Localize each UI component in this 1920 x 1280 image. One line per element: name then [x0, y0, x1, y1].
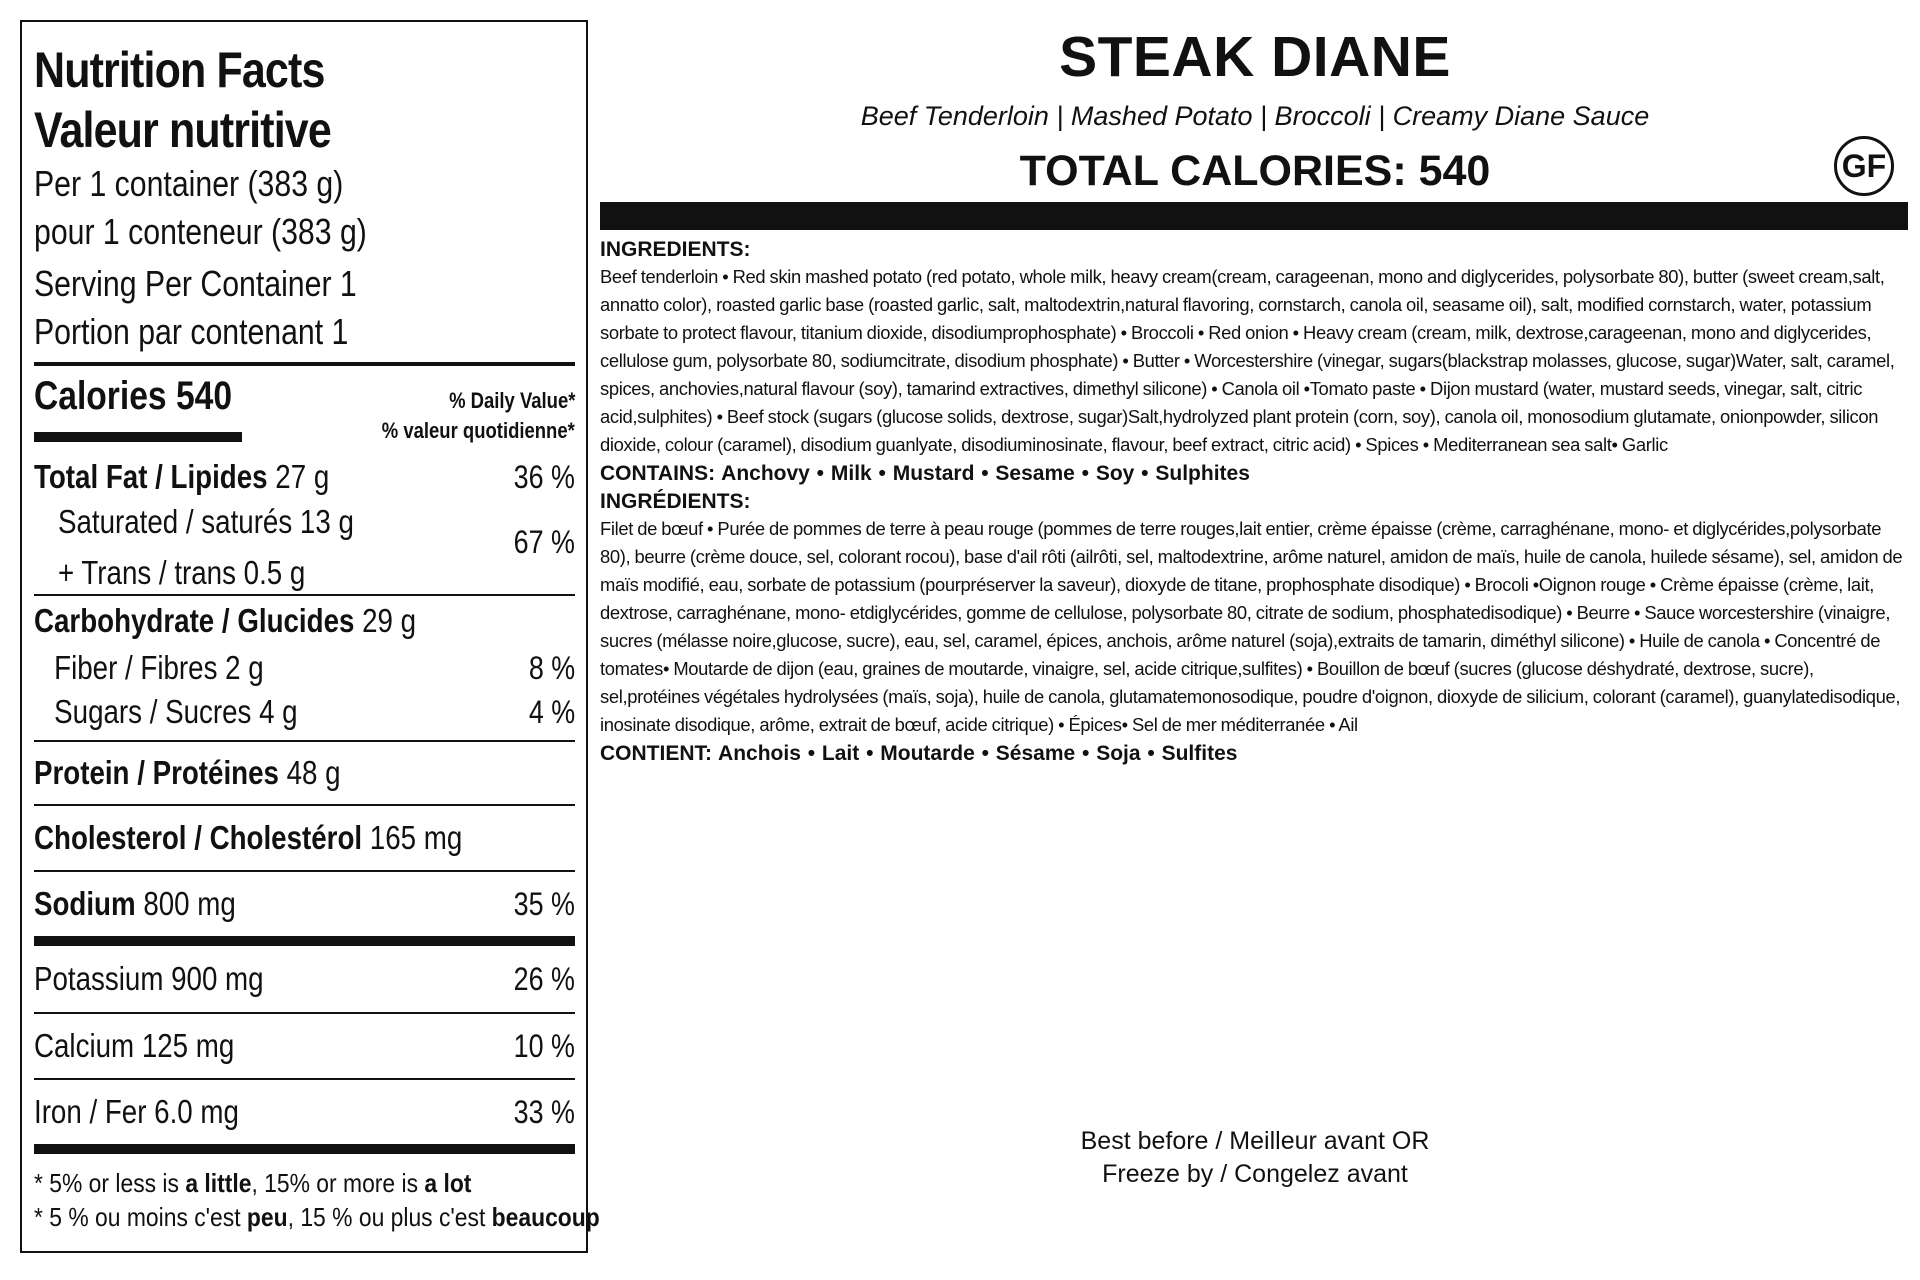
carb-amount: 29 g [362, 602, 417, 639]
potassium-pct: 26 % [513, 960, 575, 997]
protein-row [34, 742, 575, 804]
calcium-pct: 10 % [513, 1027, 575, 1064]
sugars-label: Sugars / Sucres 4 g [54, 693, 298, 730]
ingredients-heading-en: INGREDIENTS: [600, 238, 751, 261]
sodium-row [34, 872, 575, 936]
cholesterol-row [34, 806, 575, 870]
ingredients-text-fr: Filet de bœuf • Purée de pommes de terre à peau rouge (pommes de terre rouges,lait entier, crème épaisse (crème, carraghénane, mono- et diglycérides,polysorbate 80), beurre (crème douce, sel, colorant rocou), base d'ail rôti (ailrôti, sel, maltodextrine, arôme naturel, amidon de maïs, huile de canola, huilede sésame), sel, amidon de maïs modifié, eau, sorbate de potassium (pourpréserver la saveur), dioxyde de titane, prophosphate disodique) • Brocoli •Oignon rouge • Crème épaisse (crème, lait, dextrose, carraghénane, mono- etdiglycérides, gomme de cellulose, polysorbate 80, citrate de sodium, phosphatedisodique) • Beurre • Sauce worcestershire (vinaigre, sucres (mélasse noire,glucose, sucre), eau, sel, caramel, épices, anchois, arôme naturel (soja),extraits de tamarin, diméthyl silicone) • Huile de canola • Concentré de tomates• Moutarde de dijon (eau, graines de moutarde, vinaigre, sel, acide citrique,sulfites) • Bouillon de bœuf (sucres (glucose déshydraté, dextrose, sucre), sel,protéines végétales hydrolysées (maïs, soja), huile de canola, glutamatemonosodique, poudre d'oignon, dioxyde de silicium, colorant (caramel), guanylatedisodique, inosinate disodique, arôme, extrait de bœuf, acide citrique) • Épices• Sel de mer méditerranée • Ail [600, 518, 1903, 735]
sat-trans-pct: 67 % [513, 524, 575, 560]
divider-thick [34, 936, 575, 946]
trans-label: + Trans / trans 0.5 g [58, 554, 306, 591]
sugars-pct: 4 % [528, 693, 575, 730]
best-before-line1: Best before / Meilleur avant OR [1080, 1127, 1430, 1155]
fat-row [34, 454, 575, 500]
fat-label: Total Fat / Lipides [34, 458, 268, 495]
serving-fr: Portion par contenant 1 [34, 311, 349, 352]
allergens-en: CONTAINS: Anchovy • Milk • Mustard • Sesame • Soy • Sulphites [600, 462, 1250, 485]
daily-value-fr: % valeur quotidienne* [381, 418, 575, 443]
sodium-pct: 35 % [513, 885, 575, 922]
saturated-label: Saturated / saturés 13 g [58, 503, 354, 540]
gluten-free-badge: GF [1834, 136, 1894, 196]
fiber-pct: 8 % [528, 649, 575, 686]
footnote-fr: * 5 % ou moins c'est peu, 15 % ou plus c'est beaucoup [34, 1202, 600, 1232]
allergens-fr: CONTIENT: Anchois • Lait • Moutarde • Sésame • Soja • Sulfites [600, 742, 1238, 765]
nutrition-title-en: Nutrition Facts [34, 42, 325, 98]
product-info [600, 20, 1910, 1188]
fat-amount: 27 g [275, 458, 330, 495]
per-container-fr: pour 1 conteneur (383 g) [34, 211, 367, 252]
best-before-line2: Freeze by / Congelez avant [1102, 1160, 1408, 1188]
iron-label: Iron / Fer 6.0 mg [34, 1093, 239, 1130]
total-calories: TOTAL CALORIES: 540 [1019, 147, 1491, 195]
calories-value: 540 [175, 374, 233, 418]
protein-amount: 48 g [286, 754, 341, 791]
nutrition-title-fr: Valeur nutritive [34, 102, 331, 158]
fat-pct: 36 % [513, 458, 575, 495]
product-title: STEAK DIANE [1059, 25, 1451, 89]
serving-en: Serving Per Container 1 [34, 263, 357, 304]
calories-row [34, 366, 575, 454]
ingredients-section [600, 236, 1910, 768]
carb-label: Carbohydrate / Glucides [34, 602, 355, 639]
sugars-row [34, 690, 575, 734]
footnote [34, 1166, 600, 1234]
daily-value-en: % Daily Value* [448, 388, 575, 413]
fiber-label: Fiber / Fibres 2 g [54, 649, 264, 686]
potassium-label: Potassium 900 mg [34, 960, 264, 997]
per-container-en: Per 1 container (383 g) [34, 163, 344, 204]
sat-trans-row [34, 500, 575, 590]
iron-row [34, 1080, 575, 1144]
product-subtitle: Beef Tenderloin | Mashed Potato | Broccoli | Creamy Diane Sauce [860, 101, 1650, 131]
ingredients-text-en: Beef tenderloin • Red skin mashed potato (red potato, whole milk, heavy cream(cream, carageenan, mono and diglycerides, polysorbate 80), butter (sweet cream,salt, annatto color), roasted garlic base (roasted garlic, salt, maltodextrin,natural flavoring, cornstarch, canola oil, seasame oil), salt, modified cornstarch, water, potassium sorbate to protect flavour, titanium dioxide, disodiumprophosphate) • Broccoli • Red onion • Heavy cream (cream, milk, dextrose,carageenan, mono and diglycerides, cellulose gum, polysorbate 80, sodiumcitrate, disodium phosphate) • Butter • Worcestershire (vinegar, sugars(blackstrap molasses, glucose, sugar)Water, salt, caramel, spices, anchovies,natural flavour (soy), tamarind extractives, dimethyl silicone) • Canola oil •Tomato paste • Dijon mustard (water, mustard seeds, vinegar, salt, citric acid,sulphites) • Beef stock (sugars (glucose solids, dextrose, sugar)Salt,hydrolyzed plant protein (corn, soy), canola oil, monosodium glutamate, onionpowder, silicon dioxide, colour (caramel), disodium guanlyate, disodiuminosinate, flavour, beef extract, citric acid) • Spices • Mediterranean sea salt• Garlic [600, 266, 1895, 455]
potassium-row [34, 946, 575, 1012]
iron-pct: 33 % [513, 1093, 575, 1130]
ingredients-heading-fr: INGRÉDIENTS: [600, 490, 751, 513]
sodium-label: Sodium [34, 885, 136, 922]
carb-row [34, 596, 575, 646]
calories-underline [34, 432, 242, 442]
cholesterol-amount: 165 mg [369, 819, 463, 856]
calories-label: Calories [34, 374, 167, 418]
header-black-bar [600, 202, 1908, 230]
cholesterol-label: Cholesterol / Cholestérol [34, 819, 363, 856]
sodium-amount: 800 mg [143, 885, 236, 922]
best-before [600, 1125, 1910, 1191]
protein-label: Protein / Protéines [34, 754, 279, 791]
nutrition-facts-panel [20, 20, 600, 1253]
calcium-row [34, 1014, 575, 1078]
fiber-row [34, 646, 575, 690]
divider-thick [34, 1144, 575, 1154]
calcium-label: Calcium 125 mg [34, 1027, 235, 1064]
footnote-en: * 5% or less is a little, 15% or more is a lot [34, 1168, 472, 1198]
